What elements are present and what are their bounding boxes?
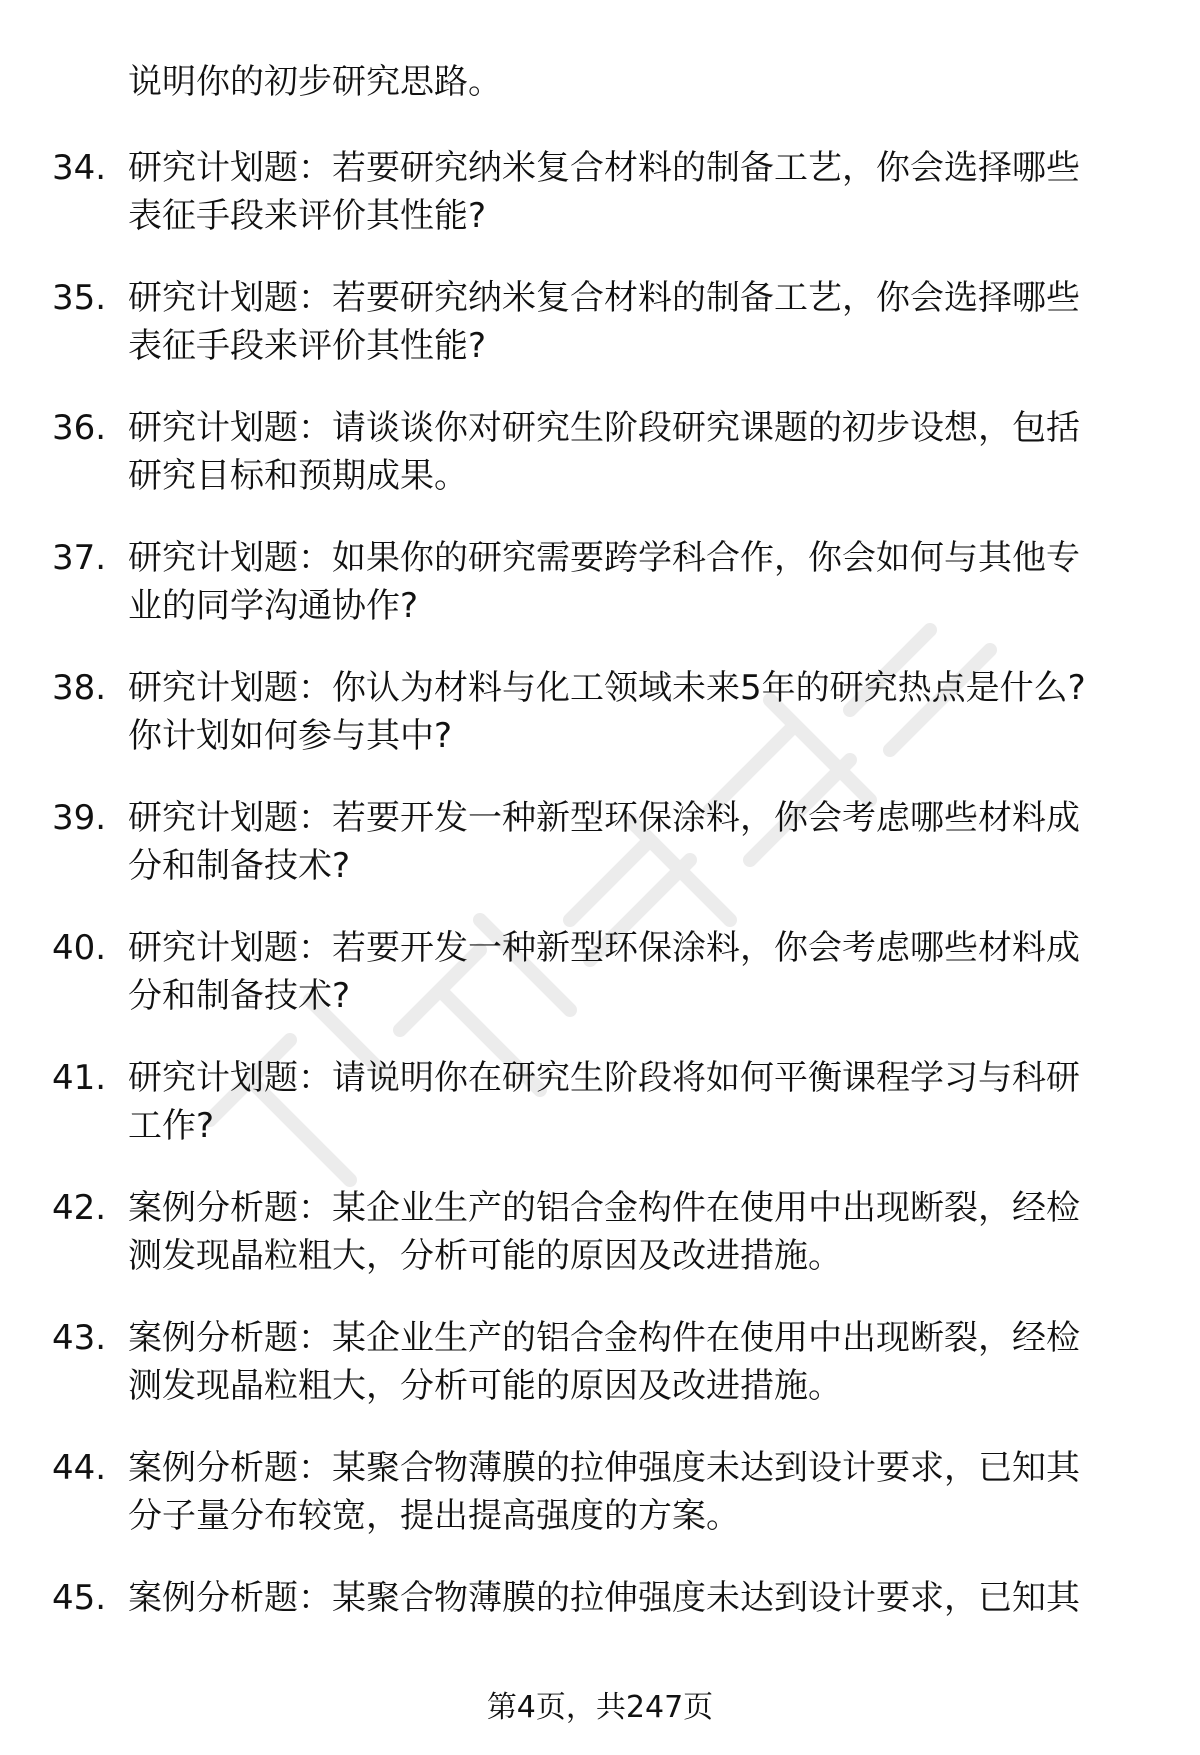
page-footer: 第4页，共247页	[486, 1690, 714, 1725]
question-item	[0, 534, 1200, 664]
question-number: 35.	[52, 278, 107, 318]
question-text-line: 研究目标和预期成果。	[128, 456, 468, 496]
question-item	[0, 1444, 1200, 1574]
question-text	[128, 404, 1158, 500]
question-item	[0, 1314, 1200, 1444]
question-item	[0, 404, 1200, 534]
question-text-line: 研究计划题：若要开发一种新型环保涂料，你会考虑哪些材料成	[128, 928, 1080, 968]
question-number: 40.	[52, 928, 107, 968]
question-text-line: 研究计划题：请说明你在研究生阶段将如何平衡课程学习与科研	[128, 1058, 1080, 1098]
question-text-line: 案例分析题：某聚合物薄膜的拉伸强度未达到设计要求，已知其	[128, 1448, 1080, 1488]
question-number: 45.	[52, 1578, 107, 1618]
question-text-line: 案例分析题：某聚合物薄膜的拉伸强度未达到设计要求，已知其	[128, 1578, 1080, 1618]
question-text-line: 分和制备技术?	[128, 846, 351, 886]
question-number: 36.	[52, 408, 107, 448]
question-text-line: 表征手段来评价其性能?	[128, 326, 487, 366]
question-text-line: 研究计划题：你认为材料与化工领域未来5年的研究热点是什么?	[128, 668, 1086, 708]
question-text-line: 研究计划题：如果你的研究需要跨学科合作，你会如何与其他专	[128, 538, 1080, 578]
question-item	[0, 794, 1200, 924]
question-number: 42.	[52, 1188, 107, 1228]
question-text-line: 你计划如何参与其中?	[128, 716, 453, 756]
question-text	[128, 794, 1158, 890]
question-item	[0, 144, 1200, 274]
question-text-line: 测发现晶粒粗大，分析可能的原因及改进措施。	[128, 1366, 842, 1406]
question-item	[0, 1054, 1200, 1184]
question-text-line: 研究计划题：请谈谈你对研究生阶段研究课题的初步设想，包括	[128, 408, 1080, 448]
question-text-line: 研究计划题：若要研究纳米复合材料的制备工艺，你会选择哪些	[128, 148, 1080, 188]
question-text-line: 研究计划题：若要研究纳米复合材料的制备工艺，你会选择哪些	[128, 278, 1080, 318]
question-number: 44.	[52, 1448, 107, 1488]
question-item	[0, 1184, 1200, 1314]
question-text	[128, 1184, 1158, 1280]
question-text	[128, 1314, 1158, 1410]
question-text	[128, 1574, 1158, 1622]
continuation-text: 说明你的初步研究思路。	[128, 62, 502, 102]
question-item	[0, 274, 1200, 404]
question-text-line: 案例分析题：某企业生产的铝合金构件在使用中出现断裂，经检	[128, 1318, 1080, 1358]
question-text-line: 表征手段来评价其性能?	[128, 196, 487, 236]
question-text	[128, 1054, 1158, 1150]
question-text-line: 工作?	[128, 1106, 215, 1146]
question-text-line: 研究计划题：若要开发一种新型环保涂料，你会考虑哪些材料成	[128, 798, 1080, 838]
question-text	[128, 664, 1158, 760]
question-number: 37.	[52, 538, 107, 578]
question-text-line: 分子量分布较宽，提出提高强度的方案。	[128, 1496, 740, 1536]
question-text	[128, 534, 1158, 630]
question-number: 34.	[52, 148, 107, 188]
question-text-line: 分和制备技术?	[128, 976, 351, 1016]
question-text	[128, 924, 1158, 1020]
question-text	[128, 144, 1158, 240]
question-number: 38.	[52, 668, 107, 708]
question-number: 43.	[52, 1318, 107, 1358]
question-text	[128, 1444, 1158, 1540]
question-item	[0, 1574, 1200, 1704]
question-text-line: 测发现晶粒粗大，分析可能的原因及改进措施。	[128, 1236, 842, 1276]
question-text-line: 案例分析题：某企业生产的铝合金构件在使用中出现断裂，经检	[128, 1188, 1080, 1228]
question-text	[128, 274, 1158, 370]
question-list	[0, 144, 1200, 1704]
question-text-line: 业的同学沟通协作?	[128, 586, 419, 626]
question-number: 39.	[52, 798, 107, 838]
question-number: 41.	[52, 1058, 107, 1098]
question-item	[0, 924, 1200, 1054]
question-item	[0, 664, 1200, 794]
